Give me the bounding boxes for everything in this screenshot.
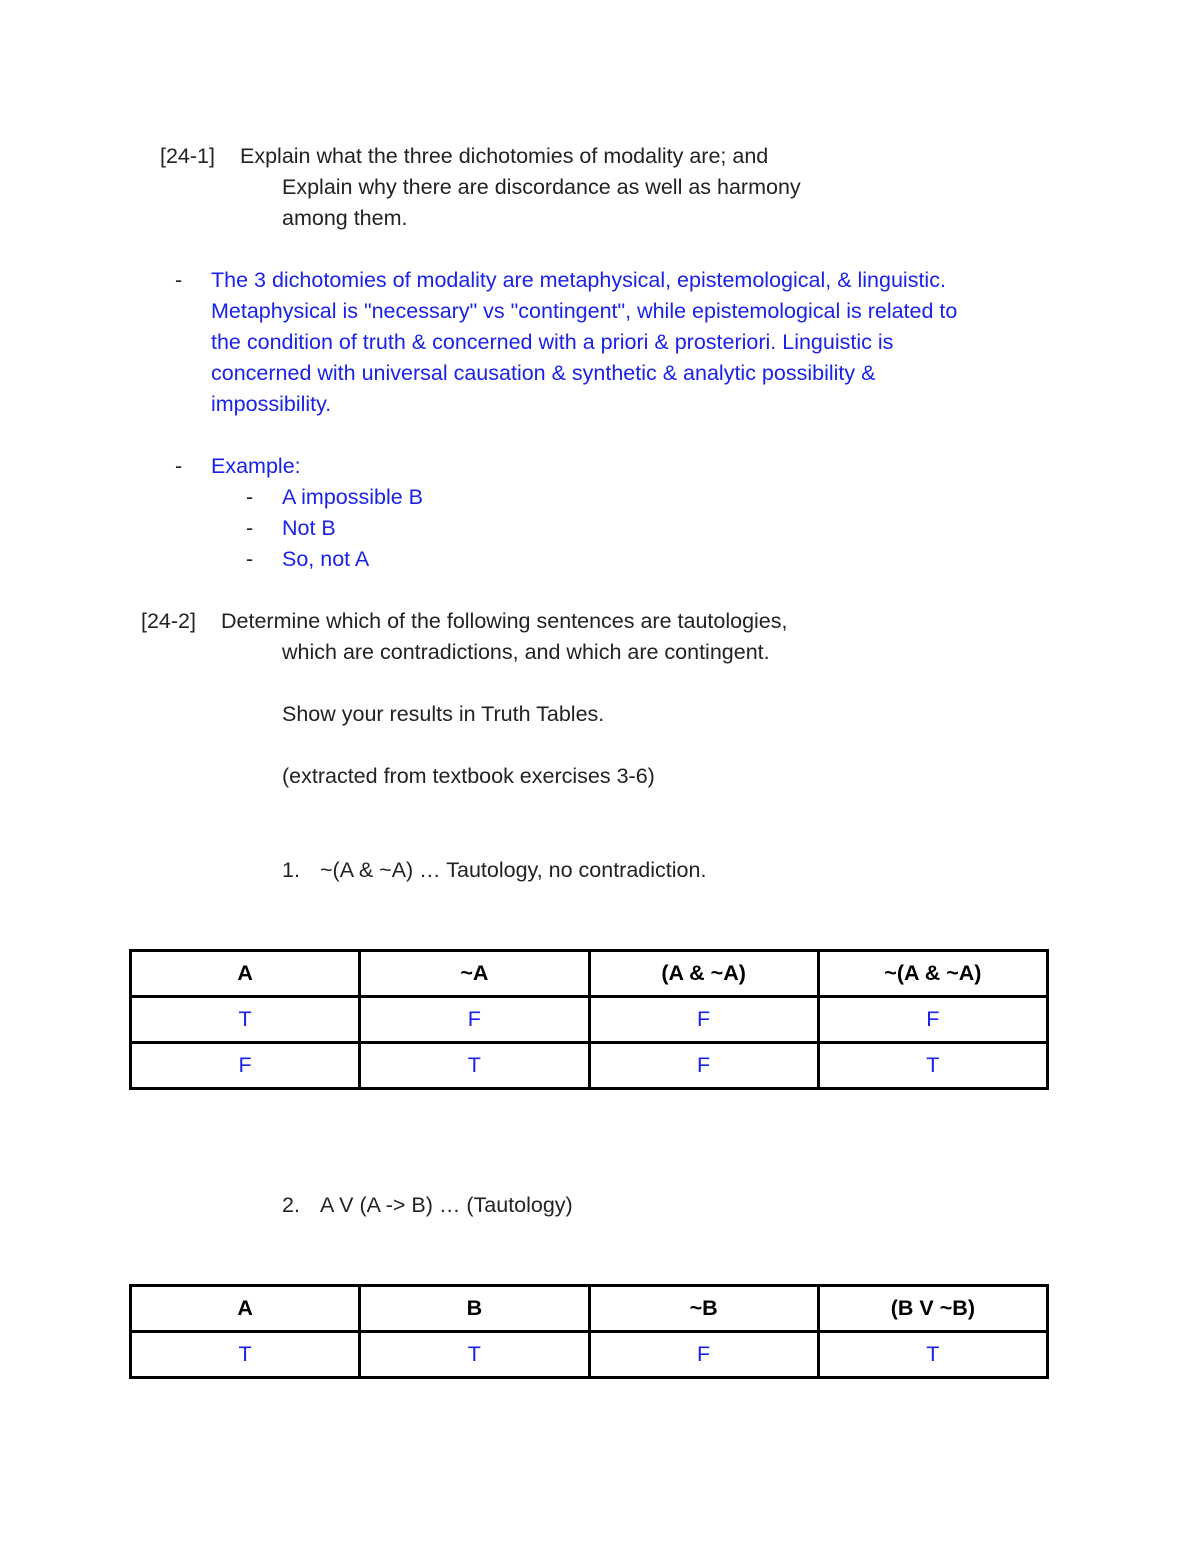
- table-header-cell: ~A: [360, 951, 589, 997]
- table-cell: F: [360, 997, 589, 1043]
- table-header-row: [131, 951, 1048, 997]
- q1-number: [24-1]: [160, 144, 215, 168]
- q2-prompt-line3: Show your results in Truth Tables.: [282, 702, 605, 726]
- table-cell: F: [589, 1332, 818, 1378]
- table-cell: T: [360, 1332, 589, 1378]
- table-cell: T: [360, 1043, 589, 1089]
- q2-prompt-line4: (extracted from textbook exercises 3-6): [282, 764, 655, 788]
- q1-prompt-line3: among them.: [282, 206, 408, 230]
- truth-table-2: [129, 1284, 1049, 1379]
- table-cell: F: [818, 997, 1047, 1043]
- sub-bullet-dash: -: [246, 485, 254, 509]
- answer-line-5: impossibility.: [211, 392, 332, 416]
- table-header-cell: (A & ~A): [589, 951, 818, 997]
- item-2-text: A V (A -> B) … (Tautology): [320, 1193, 573, 1217]
- table-header-cell: ~(A & ~A): [818, 951, 1047, 997]
- item-1-text: ~(A & ~A) … Tautology, no contradiction.: [320, 858, 707, 882]
- table-cell: T: [818, 1332, 1047, 1378]
- table-header-cell: (B V ~B): [818, 1286, 1047, 1332]
- table-header-cell: ~B: [589, 1286, 818, 1332]
- answer-line-3: the condition of truth & concerned with a priori & prosteriori. Linguistic is: [211, 330, 894, 354]
- table-row: [131, 1043, 1048, 1089]
- table-cell: F: [589, 997, 818, 1043]
- q2-prompt-line1: Determine which of the following sentences are tautologies,: [221, 609, 788, 633]
- table-header-cell: A: [131, 951, 360, 997]
- bullet-dash: -: [175, 268, 183, 292]
- example-label: Example:: [211, 454, 301, 478]
- table-cell: F: [131, 1043, 360, 1089]
- answer-line-4: concerned with universal causation & synthetic & analytic possibility &: [211, 361, 876, 385]
- q1-prompt-line2: Explain why there are discordance as well as harmony: [282, 175, 801, 199]
- item-1-number: 1.: [282, 858, 300, 882]
- q2-prompt-line2: which are contradictions, and which are contingent.: [282, 640, 770, 664]
- table-header-cell: B: [360, 1286, 589, 1332]
- example-item-2: Not B: [282, 516, 336, 540]
- table-cell: T: [818, 1043, 1047, 1089]
- q2-number: [24-2]: [141, 609, 196, 633]
- table-cell: T: [131, 1332, 360, 1378]
- table-row: [131, 997, 1048, 1043]
- sub-bullet-dash: -: [246, 516, 254, 540]
- example-item-3: So, not A: [282, 547, 370, 571]
- answer-line-2: Metaphysical is "necessary" vs "contingent", while epistemological is related to: [211, 299, 958, 323]
- table-cell: F: [589, 1043, 818, 1089]
- table-row: [131, 1332, 1048, 1378]
- q1-prompt-line1: Explain what the three dichotomies of modality are; and: [240, 144, 769, 168]
- table-header-row: [131, 1286, 1048, 1332]
- table-cell: T: [131, 997, 360, 1043]
- truth-table-1: [129, 949, 1049, 1090]
- bullet-dash: -: [175, 454, 183, 478]
- sub-bullet-dash: -: [246, 547, 254, 571]
- item-2-number: 2.: [282, 1193, 300, 1217]
- table-header-cell: A: [131, 1286, 360, 1332]
- example-item-1: A impossible B: [282, 485, 424, 509]
- answer-line-1: The 3 dichotomies of modality are metaphysical, epistemological, & linguistic.: [211, 268, 946, 292]
